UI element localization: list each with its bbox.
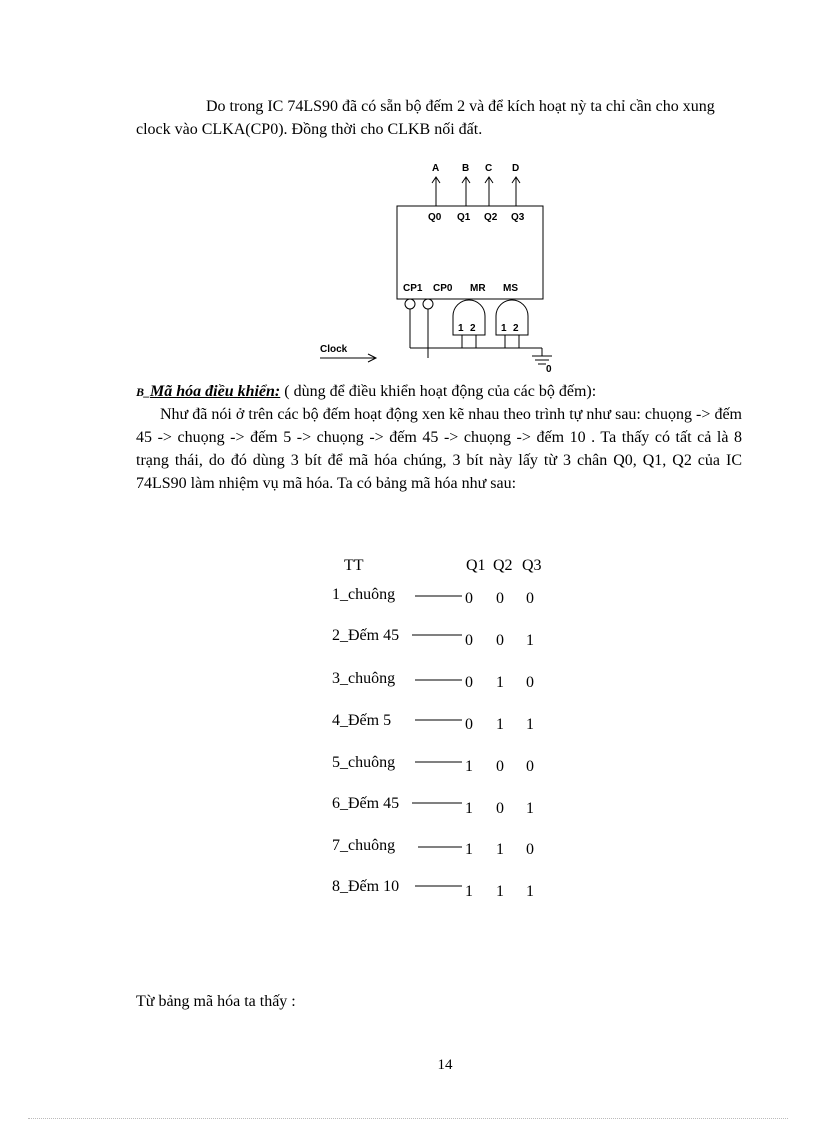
section-b-number: B_ (136, 385, 151, 399)
output-label-c: C (485, 163, 493, 174)
row-label: 8_Đếm 10 (332, 878, 400, 895)
conclusion-text: Từ bảng mã hóa ta thấy : (136, 993, 296, 1010)
cell-q2: 1 (496, 883, 504, 900)
pin-q3: Q3 (511, 212, 525, 223)
mr-gate-pin-1: 1 (458, 323, 464, 334)
pin-q1: Q1 (457, 212, 471, 223)
row-label: 4_Đếm 5 (332, 712, 392, 729)
pin-cp0: CP0 (433, 283, 453, 294)
cell-q3: 0 (526, 674, 534, 691)
row-label: 7_chuông (332, 837, 396, 854)
header-q2: Q2 (493, 557, 513, 574)
row-label: 6_Đếm 45 (332, 795, 400, 812)
row-label: 5_chuông (332, 754, 396, 771)
cell-q2: 0 (496, 800, 504, 817)
cp0-bubble (423, 299, 433, 309)
cell-q1: 0 (465, 590, 473, 607)
cell-q3: 1 (526, 883, 534, 900)
table-row (332, 837, 534, 858)
cell-q2: 0 (496, 758, 504, 775)
row-label: 1_chuông (332, 586, 396, 603)
cell-q1: 1 (465, 800, 473, 817)
cell-q1: 1 (465, 841, 473, 858)
cell-q3: 0 (526, 841, 534, 858)
table-row (332, 754, 534, 775)
cell-q1: 1 (465, 758, 473, 775)
table-row (332, 627, 534, 649)
pin-ms: MS (503, 283, 518, 294)
cell-q3: 1 (526, 800, 534, 817)
intro-paragraph: Do trong IC 74LS90 đã có sẵn bộ đếm 2 và để kích hoạt nỳ ta chỉ cần cho xung clock vào CLKA(CP0). Đồng thời cho CLKB nối đất. (136, 98, 715, 138)
cell-q2: 1 (496, 716, 504, 733)
output-label-b: B (462, 163, 470, 174)
cell-q2: 1 (496, 674, 504, 691)
table-row (332, 795, 534, 817)
cell-q1: 0 (465, 716, 473, 733)
cell-q2: 0 (496, 632, 504, 649)
cell-q2: 0 (496, 590, 504, 607)
pin-cp1: CP1 (403, 283, 423, 294)
pin-q0: Q0 (428, 212, 442, 223)
page-bottom-divider (28, 1118, 788, 1119)
section-b-note: ( dùng để điều khiển hoạt động của các bộ đếm): (280, 383, 597, 400)
header-q1: Q1 (466, 557, 486, 574)
cell-q3: 1 (526, 632, 534, 649)
cell-q1: 0 (465, 674, 473, 691)
ic-74ls90-circuit-diagram (310, 158, 560, 378)
clock-label: Clock (320, 344, 348, 355)
ms-gate-pin-1: 1 (501, 323, 507, 334)
cp1-bubble (405, 299, 415, 309)
output-label-a: A (432, 163, 440, 174)
table-row (332, 712, 534, 733)
section-b-heading (136, 380, 742, 404)
table-row (332, 586, 534, 607)
section-b-title: Mã hóa điều khiển: (150, 383, 281, 400)
pin-mr: MR (470, 283, 486, 294)
table-row (332, 670, 534, 691)
table-row (332, 878, 534, 900)
state-encoding-table (320, 550, 560, 910)
ground-label: 0 (546, 364, 552, 375)
cell-q1: 1 (465, 883, 473, 900)
cell-q3: 0 (526, 590, 534, 607)
mr-gate-pin-2: 2 (470, 323, 476, 334)
cell-q3: 1 (526, 716, 534, 733)
output-arrows (432, 177, 520, 206)
output-label-d: D (512, 163, 520, 174)
body-paragraph: Như đã nói ở trên các bộ đếm hoạt động xen kẽ nhau theo trình tự như sau: chuọng -> đếm 45 -> chuọng -> đếm 5 -> chuọng -> đếm 45 -> chuọng -> đếm 10 . Ta thấy có tất cả là 8 trạng thái, do đó dùng 3 bít để mã hóa chúng, 3 bít này lấy từ 3 chân Q0, Q1, Q2 của IC 74LS90 làm nhiệm vụ mã hóa. Ta có bảng mã hóa như sau: (136, 406, 742, 492)
ground-icon (532, 348, 552, 364)
cell-q1: 0 (465, 632, 473, 649)
row-label: 3_chuông (332, 670, 396, 687)
pin-q2: Q2 (484, 212, 498, 223)
header-q3: Q3 (522, 557, 542, 574)
row-label: 2_Đếm 45 (332, 627, 400, 644)
ms-gate-pin-2: 2 (513, 323, 519, 334)
header-tt: TT (344, 557, 364, 574)
cell-q2: 1 (496, 841, 504, 858)
page-number: 14 (437, 1057, 453, 1073)
cell-q3: 0 (526, 758, 534, 775)
